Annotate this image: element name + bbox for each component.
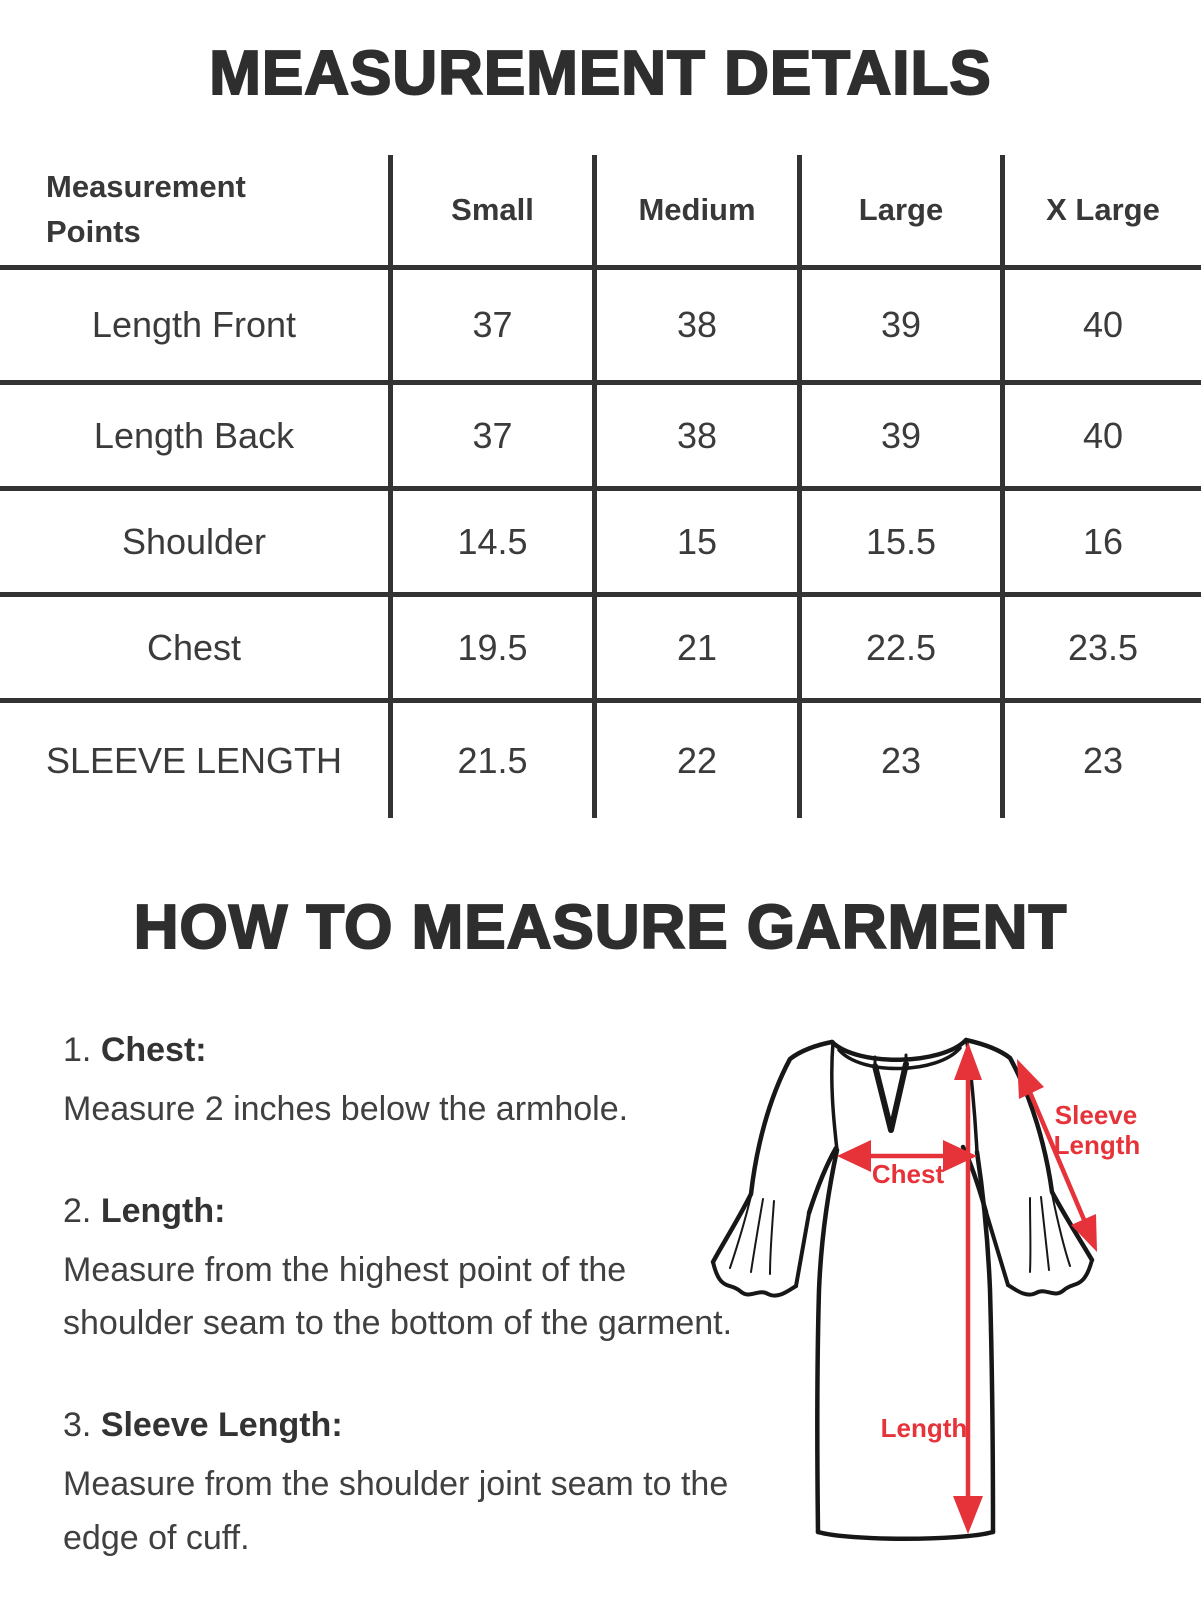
instruction-body: Measure from the shoulder joint seam to the edge of cuff. [63,1464,729,1557]
cell-value: 23.5 [1000,592,1201,698]
cell-value: 15.5 [797,486,1000,592]
cell-value: 37 [388,380,592,486]
cell-value: 19.5 [388,592,592,698]
cell-value: 38 [592,380,797,486]
cell-value: 23 [797,698,1000,818]
cell-value: 23 [1000,698,1201,818]
column-header-x-large: X Large [1000,155,1201,265]
column-header-measurement-points: Measurement Points [46,169,246,249]
sleeve-length-arrow-label-line1: Sleeve [1054,1100,1138,1130]
row-label: SLEEVE LENGTH [0,698,388,818]
length-arrow-label: Length [880,1413,968,1443]
arrow-labels [872,1100,1140,1443]
how-to-measure-title: HOW TO MEASURE GARMENT [133,893,1068,962]
instruction-body: Measure from the highest point of the shoulder seam to the bottom of the garment. [63,1250,733,1343]
measure-instructions [63,1028,753,1617]
cell-value: 40 [1000,265,1201,380]
row-label: Length Front [0,265,388,380]
cell-value: 21 [592,592,797,698]
garment-diagram [700,1000,1201,1601]
instruction-heading: 1. Chest: [63,1031,207,1069]
page-title: MEASUREMENT DETAILS [209,39,992,108]
column-header-large: Large [797,155,1000,265]
cell-value: 22.5 [797,592,1000,698]
chest-arrow-label: Chest [871,1159,945,1189]
cell-value: 37 [388,265,592,380]
cell-value: 16 [1000,486,1201,592]
row-label: Length Back [0,380,388,486]
instruction-chest [63,1028,753,1137]
instruction-length [63,1189,753,1351]
dress-outline-illustration [713,1040,1092,1539]
sleeve-length-arrow-label-line2: Length [1053,1130,1141,1160]
cell-value: 15 [592,486,797,592]
cell-value: 39 [797,265,1000,380]
cell-value: 40 [1000,380,1201,486]
cell-value: 22 [592,698,797,818]
row-label: Shoulder [0,486,388,592]
cell-value: 38 [592,265,797,380]
cell-value: 14.5 [388,486,592,592]
cell-value: 39 [797,380,1000,486]
row-label: Chest [0,592,388,698]
instruction-heading: 3. Sleeve Length: [63,1405,343,1444]
column-header-small: Small [388,155,592,265]
cell-value: 21.5 [388,698,592,818]
instruction-heading: 2. Length: [63,1191,226,1230]
column-header-medium: Medium [592,155,797,265]
instruction-body: Measure 2 inches below the armhole. [63,1089,629,1128]
size-chart-table [0,155,1201,818]
instruction-sleeve-length [63,1403,753,1565]
